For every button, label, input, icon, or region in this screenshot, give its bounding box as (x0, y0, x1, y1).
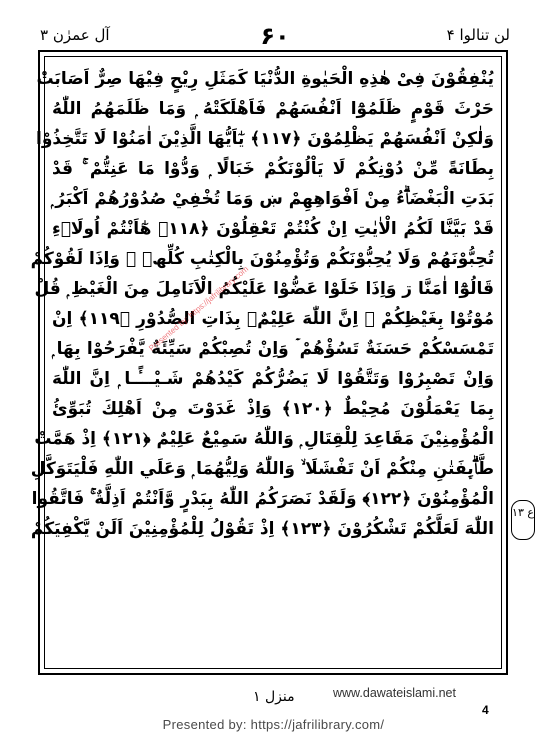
verse-line: بِطَانَةً مِّنْ دُوْنِكُمْ لَا يَاْلُوْنَكُمْ خَبَالًا ۭ وَدُّوْا مَا عَنِتُّمْ ۚ قَدْ (52, 159, 494, 179)
verse-line: يُنْفِقُوْنَ فِىْ هٰذِهِ الْحَيٰوةِ الدُّنْيَا كَمَثَلِ رِيْحٍ فِيْهَا صِرٌّ اَصَابَتْ (36, 69, 494, 89)
verse-line: الْمُؤْمِنُوْنَ ﴿١٢٢﴾ وَلَقَدْ نَصَرَكُمُ اللّٰهُ بِبَدْرٍ وَّاَنْتُمْ اَذِلَّةٌ ۚ فَاتَّقُوا (31, 489, 494, 509)
verse-line: الْمُؤْمِنِيْنَ مَقَاعِدَ لِلْقِتَالِ ۭ وَاللّٰهُ سَمِيْعٌ عَلِيْمٌ ﴿١٢١﴾ اِذْ ھَمَّتْ (34, 429, 494, 449)
verse-line: اللّٰهَ لَعَلَّكُمْ تَشْكُرُوْنَ ﴿١٢٣﴾ اِذْ تَقُوْلُ لِلْمُؤْمِنِيْنَ اَلَنْ يَّكْفِيَكُمْ (30, 519, 494, 539)
ruku-margin-marker: ع ۱۳ (511, 500, 535, 540)
verse-line: تَمْسَسْكُمْ حَسَنَةٌ تَسُؤْھُمْ ۡ وَاِنْ تُصِبْكُمْ سَيِّئَةٌ يَّفْرَحُوْا بِھَا ۭ (52, 339, 494, 359)
verse-line: وَلٰكِنْ اَنْفُسَهُمْ يَظْلِمُوْنَ ﴿١١٧﴾ يٰٓاَيُّهَا الَّذِيْنَ اٰمَنُوْا لَا تَتَّخِذُوْا (36, 129, 494, 149)
verse-line: قَالُوْٓا اٰمَنَّا ڗ وَاِذَا خَلَوْا عَضُّوْا عَلَيْكُمُ الْاَنَامِلَ مِنَ الْغَيْظِ ۭ قُلْ (34, 279, 494, 299)
verse-text-block (30, 64, 494, 664)
verse-line: بَدَتِ الْبَغْضَاۗءُ مِنْ اَفْوَاهِهِمْ ښ وَمَا تُخْفِيْ صُدُوْرُھُمْ اَكْبَرُ ۭ (51, 189, 494, 209)
website-link[interactable]: www.dawateislami.net (333, 686, 456, 700)
verse-line: طَّاۗىِٕفَتٰنِ مِنْكُمْ اَنْ تَفْشَلَا ۙ وَاللّٰهُ وَلِيُّهُمَا ۭ وَعَلَي اللّٰهِ فَلْيَتَوَكَّلِ (30, 459, 494, 479)
verse-line: تُحِبُّوْنَھُمْ وَلَا يُحِبُّوْنَكُمْ وَتُؤْمِنُوْنَ بِالْكِتٰبِ كُلِّھٖ ۚ وَاِذَا لَقُوْكُمْ (30, 249, 494, 269)
verse-line: قَدْ بَيَّنَّا لَكُمُ الْاٰيٰتِ اِنْ كُنْتُمْ تَعْقِلُوْنَ ﴿١١٨﴾ هٰٓاَنْتُمْ اُولَاۗءِ (52, 219, 494, 239)
page-number-arabic: ۶۰ (260, 22, 290, 50)
surah-name: آل عمرٰن ۳ (40, 26, 110, 44)
verse-line: وَاِنْ تَصْبِرُوْا وَتَتَّقُوْا لَا يَضُرُّكُمْ كَيْدُھُمْ شَـيْـــًٔـا ۭ اِنَّ اللّٰهَ (52, 369, 494, 389)
manzil-label: منزل ۱ (253, 689, 295, 705)
verse-line: حَرْثَ قَوْمٍ ظَلَمُوْٓا اَنْفُسَهُمْ فَاَهْلَكَتْهُ ۭ وَمَا ظَلَمَهُمُ اللّٰهُ (52, 99, 494, 119)
para-name: لن تنالوا ۴ (446, 26, 510, 44)
presented-by-footer[interactable]: Presented by: https://jafrilibrary.com/ (162, 717, 385, 732)
watermark: Presented by: https://jafrilibrary.com (147, 264, 251, 353)
verse-line: مُوْتُوْا بِغَيْظِكُمْ ۭ اِنَّ اللّٰهَ عَلِيْمٌۢ بِذَاتِ الصُّدُوْرِ ﴿١١٩﴾ اِنْ (52, 309, 494, 329)
verse-line: بِمَا يَعْمَلُوْنَ مُحِيْطٌ ﴿١٢٠﴾ وَاِذْ غَدَوْتَ مِنْ اَھْلِكَ تُبَوِّئُ (52, 399, 494, 419)
page-number: 4 (482, 703, 489, 717)
page-header (40, 22, 510, 50)
